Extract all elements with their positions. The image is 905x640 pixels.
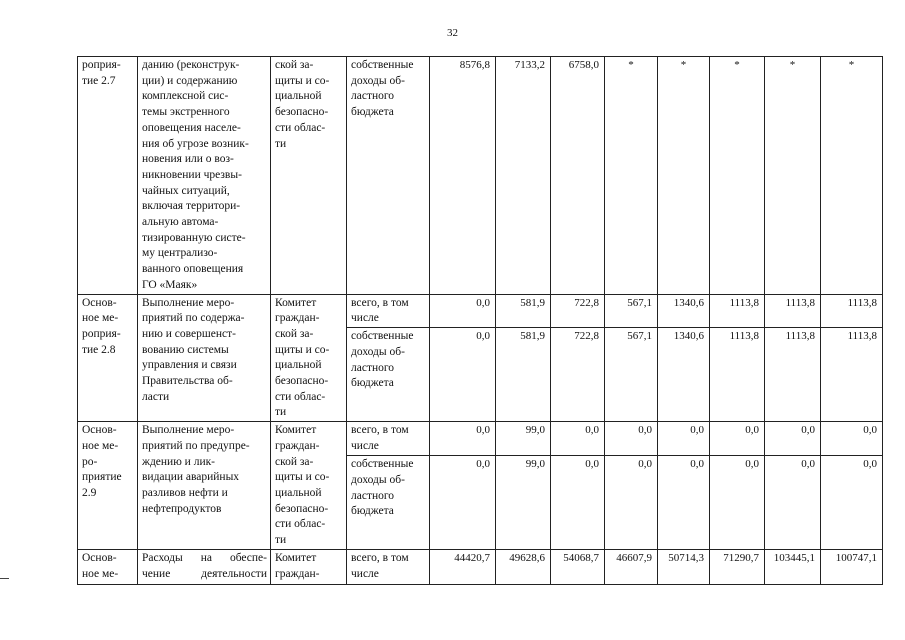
event-name-cell: Выполнение меро- приятий по содержа- нию и совершенст- вованию системы управления и связи Правительства об- ласти bbox=[138, 294, 271, 422]
value-cell: 0,0 bbox=[430, 294, 496, 328]
event-cell: роприя- тие 2.7 bbox=[78, 57, 138, 295]
value-cell: 0,0 bbox=[821, 456, 883, 550]
funding-source-cell: собственные доходы об- ластного бюджета bbox=[347, 57, 430, 295]
value-cell: 49628,6 bbox=[496, 549, 551, 584]
value-cell: * bbox=[710, 57, 765, 295]
value-cell: * bbox=[658, 57, 710, 295]
funding-source-cell: собственные доходы об- ластного бюджета bbox=[347, 456, 430, 550]
value-cell: 50714,3 bbox=[658, 549, 710, 584]
value-cell: * bbox=[821, 57, 883, 295]
executor-cell: Комитет граждан- ской за- щиты и со- циальной безопасно- сти облас- ти bbox=[271, 422, 347, 550]
value-cell: 1340,6 bbox=[658, 328, 710, 422]
table-row bbox=[78, 294, 883, 328]
value-cell: 44420,7 bbox=[430, 549, 496, 584]
value-cell: 0,0 bbox=[821, 422, 883, 456]
value-cell: 1113,8 bbox=[765, 294, 821, 328]
value-cell: 1340,6 bbox=[658, 294, 710, 328]
event-name-cell: Расходы на обеспе- чение деятельности bbox=[138, 549, 271, 584]
value-cell: 581,9 bbox=[496, 294, 551, 328]
budget-table bbox=[77, 56, 883, 585]
value-cell: 0,0 bbox=[710, 422, 765, 456]
funding-source-cell: всего, в том числе bbox=[347, 422, 430, 456]
event-cell: Основ- ное ме- роприя- тие 2.8 bbox=[78, 294, 138, 422]
value-cell: 54068,7 bbox=[551, 549, 605, 584]
value-cell: 99,0 bbox=[496, 422, 551, 456]
value-cell: 581,9 bbox=[496, 328, 551, 422]
event-cell: Основ- ное ме- bbox=[78, 549, 138, 584]
event-name-cell: данию (реконструк- ции) и содержанию комплексной сис- темы экстренного оповещения населе- ния об угрозе возник- новения или о воз- никновении чрезвы- чайных ситуаций, включая территори- альную автома- тизированную систе- му централизо- ванного оповещения ГО «Маяк» bbox=[138, 57, 271, 295]
value-cell: 46607,9 bbox=[605, 549, 658, 584]
value-cell: 7133,2 bbox=[496, 57, 551, 295]
value-cell: 567,1 bbox=[605, 294, 658, 328]
event-cell: Основ- ное ме- ро- приятие 2.9 bbox=[78, 422, 138, 550]
value-cell: 0,0 bbox=[710, 456, 765, 550]
value-cell: 103445,1 bbox=[765, 549, 821, 584]
value-cell: 1113,8 bbox=[821, 294, 883, 328]
value-cell: 1113,8 bbox=[821, 328, 883, 422]
value-cell: 0,0 bbox=[658, 422, 710, 456]
value-cell: 0,0 bbox=[430, 328, 496, 422]
value-cell: 1113,8 bbox=[710, 328, 765, 422]
value-cell: * bbox=[605, 57, 658, 295]
table-row bbox=[78, 422, 883, 456]
table-row bbox=[78, 549, 883, 584]
value-cell: 0,0 bbox=[765, 422, 821, 456]
value-cell: 0,0 bbox=[551, 456, 605, 550]
value-cell: 100747,1 bbox=[821, 549, 883, 584]
value-cell: 1113,8 bbox=[765, 328, 821, 422]
value-cell: 567,1 bbox=[605, 328, 658, 422]
value-cell: 71290,7 bbox=[710, 549, 765, 584]
funding-source-cell: всего, в том числе bbox=[347, 549, 430, 584]
value-cell: 8576,8 bbox=[430, 57, 496, 295]
executor-cell: Комитет граждан- bbox=[271, 549, 347, 584]
scan-edge-mark bbox=[0, 578, 9, 579]
value-cell: 1113,8 bbox=[710, 294, 765, 328]
value-cell: 0,0 bbox=[658, 456, 710, 550]
funding-source-cell: собственные доходы об- ластного бюджета bbox=[347, 328, 430, 422]
value-cell: 0,0 bbox=[605, 422, 658, 456]
executor-cell: Комитет граждан- ской за- щиты и со- циальной безопасно- сти облас- ти bbox=[271, 294, 347, 422]
value-cell: 722,8 bbox=[551, 294, 605, 328]
value-cell: 0,0 bbox=[765, 456, 821, 550]
value-cell: 99,0 bbox=[496, 456, 551, 550]
value-cell: 0,0 bbox=[430, 422, 496, 456]
funding-source-cell: всего, в том числе bbox=[347, 294, 430, 328]
value-cell: 722,8 bbox=[551, 328, 605, 422]
table-row bbox=[78, 57, 883, 295]
value-cell: 6758,0 bbox=[551, 57, 605, 295]
event-name-cell: Выполнение меро- приятий по предупре- ждению и лик- видации аварийных разливов нефти и нефтепродуктов bbox=[138, 422, 271, 550]
executor-cell: ской за- щиты и со- циальной безопасно- сти облас- ти bbox=[271, 57, 347, 295]
value-cell: 0,0 bbox=[551, 422, 605, 456]
page-number: 32 bbox=[447, 27, 458, 39]
value-cell: * bbox=[765, 57, 821, 295]
value-cell: 0,0 bbox=[430, 456, 496, 550]
value-cell: 0,0 bbox=[605, 456, 658, 550]
